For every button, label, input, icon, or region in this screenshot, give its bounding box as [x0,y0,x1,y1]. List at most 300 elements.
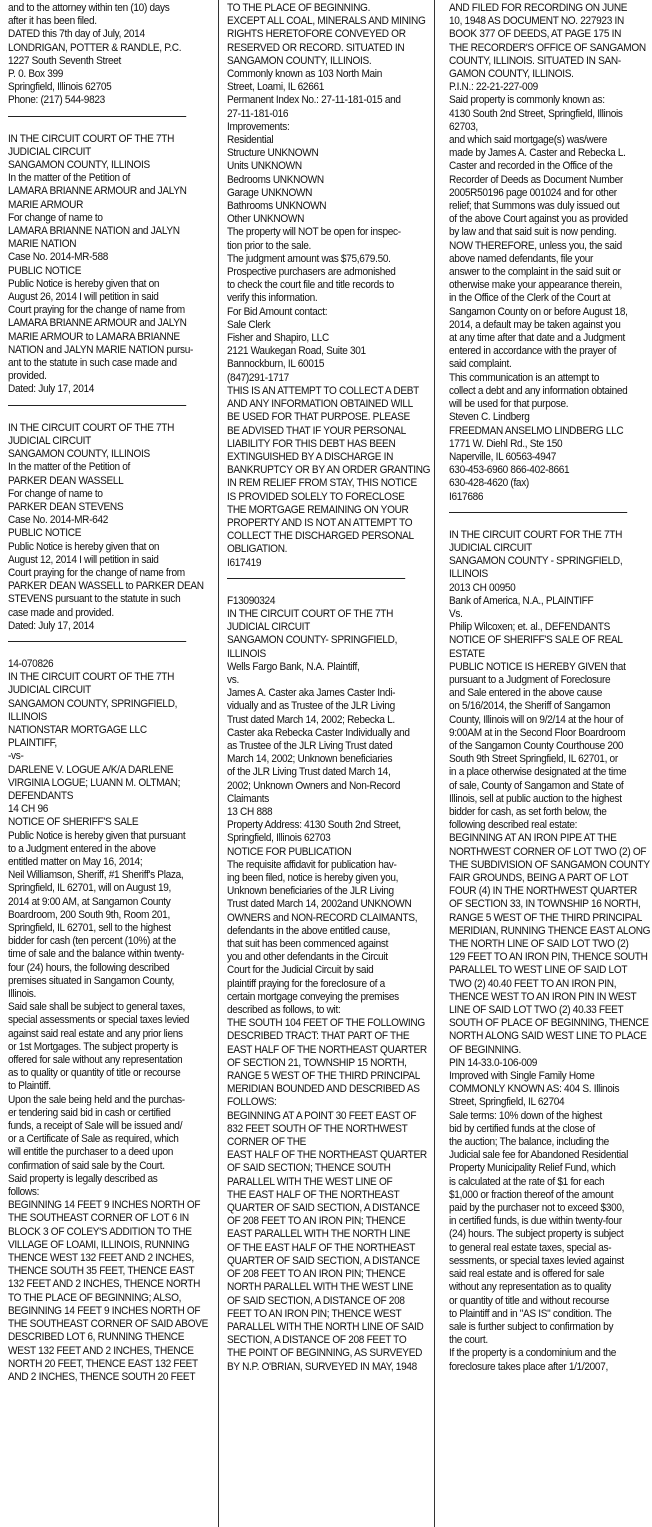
notice-text-line: The judgment amount was $75,679.50. [227,252,391,265]
notice-text-line: 832 FEET SOUTH OF THE NORTHWEST [227,1122,408,1135]
notice-text-line: BLOCK 3 OF COLEY'S ADDITION TO THE [8,1225,192,1238]
notice-text-line: NATION and JALYN MARIE NATION pursu- [8,343,194,356]
notice-text-line: Phone: (217) 544-9823 [8,94,105,107]
notice-text-line: IN REM RELIEF FROM STAY, THIS NOTICE [227,477,417,490]
notice-text-line: BEGINNING AT AN IRON PIPE AT THE [449,832,617,845]
notice-text-line: THE MORTGAGE REMAINING ON YOUR [227,503,409,516]
notice-text-line: bidder for cash, as set forth below, the [449,805,607,818]
notice-text-line: DESCRIBED TRACT: THAT PART OF THE [227,1030,410,1043]
notice-text-line: QUARTER OF SAID SECTION, A DISTANCE [227,1202,420,1215]
notice-text-line: NOTICE OF SHERIFF'S SALE [8,816,139,829]
notice-text-line: verify this information. [227,292,318,305]
notice-text-line: Springfield, IL 62701, sell to the highest [8,922,171,934]
notice-text-line: sale is further subject to confirmation by [449,1320,614,1333]
notice-text-line: er tendering said bid in cash or certified [8,1106,171,1119]
notice-text-line: Said property is commonly known as: [449,94,605,107]
notice-text-line: Public Notice is hereby given that pursuant [8,829,186,842]
notice-text-line: of the Sangamon County Courthouse 200 [449,739,624,752]
notice-text-line: SANGAMON COUNTY- SPRINGFIELD, [227,634,398,647]
notice-text-line: EAST HALF OF THE NORTHEAST QUARTER [227,1043,427,1056]
notice-text-line: BANKRUPTCY OR BY AN ORDER GRANTING [227,464,431,477]
notice-text-line: without any representation as to quality [449,1281,612,1294]
notice-text-line: paid by the purchaser not to exceed $300, [449,1202,625,1215]
notice-text-line: JUDICIAL CIRCUIT [449,541,532,554]
notice-text-line: said real estate and is offered for sale [449,1268,605,1281]
notice-text-line: Bank of America, N.A., PLAINTIFF [449,594,594,607]
notice-text-line: PIN 14-33.0-106-009 [449,1056,538,1069]
notice-text-line: Sangamon County on or before August 18, [449,305,628,318]
notice-text-line: or 1st Mortgages. The subject property is [8,1040,178,1053]
notice-text-line: JUDICIAL CIRCUIT [227,621,310,634]
notice-text-line: Illinois, sell at public auction to the highest [449,792,622,805]
notice-text-line: Fisher and Shapiro, LLC [227,332,329,345]
notice-text-line: Claimants [227,792,269,805]
notice-text-line: ant to the statute in such case made and [8,357,177,370]
column-divider [434,0,435,1527]
notice-text-line: Recorder of Deeds as Document Number [449,173,623,186]
notice-text-line: Philip Wilcoxen; et. al., DEFENDANTS [449,621,611,634]
notice-text-line: vidually and as Trustee of the JLR Living [227,700,395,713]
notice-text-line: SANGAMON COUNTY, SPRINGFIELD, [8,697,178,710]
notice-text-line: answer to the complaint in the said suit or [449,266,621,279]
notice-text-line: James A. Caster aka James Caster Indi- [227,687,396,700]
notice-text-line: DESCRIBED LOT 6, RUNNING THENCE [8,1331,185,1344]
legal-notice [8,133,208,397]
notice-text-line: County, Illinois will on 9/2/14 at the hour of [449,713,623,726]
notice-text-line: the court. [449,1334,488,1347]
notice-text-line: (24) hours. The subject property is subject [449,1228,624,1241]
notice-text-line: THE SUBDIVISION OF SANGAMON COUNTY [449,858,650,871]
notice-text-line: is calculated at the rate of $1 for each [449,1175,605,1188]
notice-text-line: against said real estate and any prior liens [8,1027,183,1040]
notice-text-line: relief; that Summons was duly issued out [449,200,620,213]
notice-text-line: NOW THEREFORE, unless you, the said [449,239,622,252]
notice-text-line: Improvements: [227,120,290,133]
notice-text-line: P.I.N.: 22-21-227-009 [449,81,538,94]
notice-text-line: 2014 at 9:00 AM, at Sangamon County [8,895,171,908]
notice-text-line: PUBLIC NOTICE [8,264,82,277]
notice-text-line: after it has been filed. [8,15,97,28]
notice-text-line: OF THE EAST HALF OF THE NORTHEAST [227,1241,416,1254]
notice-text-line: P. 0. Box 399 [8,68,64,81]
notice-text-line: funds, a receipt of Sale will be issued and/ [8,1120,183,1133]
notice-text-line: JUDICIAL CIRCUIT [8,145,91,158]
notice-text-line: MARIE ARMOUR [8,198,84,211]
notice-text-line: 14-070826 [8,657,54,670]
notice-text-line: ILLINOIS [8,710,47,723]
notice-text-line: BOOK 377 OF DEEDS, AT PAGE 175 IN [449,28,622,41]
notice-text-line: Trust dated March 14, 2002; Rebecka L. [227,713,395,726]
notice-text-line: 630-428-4620 (fax) [449,477,529,490]
notice-text-line: PARKER DEAN WASSELL to PARKER DEAN [8,580,204,593]
notice-text-line: MERIDIAN BOUNDED AND DESCRIBED AS [227,1083,420,1096]
notice-text-line: AND FILED FOR RECORDING ON JUNE [449,2,628,14]
notice-text-line: Sale terms: 10% down of the highest [449,1109,602,1122]
notice-text-line: PARALLEL TO WEST LINE OF SAID LOT [449,964,628,977]
notice-text-line: QUARTER OF SAID SECTION, A DISTANCE [227,1254,420,1267]
notice-text-line: Improved with Single Family Home [449,1070,595,1083]
notice-text-line: FREEDMAN ANSELMO LINDBERG LLC [449,424,624,437]
notice-text-line: SOUTH OF PLACE OF BEGINNING, THENCE [449,1017,649,1030]
notice-text-line: to a Judgment entered in the above [8,842,156,855]
notice-text-line: IN THE CIRCUIT COURT FOR THE 7TH [449,528,623,541]
notice-text-line: ILLINOIS [227,647,266,660]
notice-text-line: ILLINOIS [449,568,488,581]
notice-text-line: made by James A. Caster and Rebecka L. [449,147,626,160]
notice-text-line: follows: [8,1186,40,1199]
notice-text-line: ing been filed, notice is hereby given you, [227,872,399,884]
notice-separator-rule [8,116,186,117]
notice-text-line: Said sale shall be subject to general taxes, [8,1001,186,1014]
notice-text-line: RESERVED OR RECORD. SITUATED IN [227,41,405,54]
notice-text-line: NORTHWEST CORNER OF LOT TWO (2) OF [449,845,647,858]
notice-text-line: BY N.P. O'BRIAN, SURVEYED IN MAY, 1948 [227,1360,417,1373]
notice-text-line: Springfield, Illinois 62705 [8,81,112,94]
notice-separator-rule [449,512,627,513]
notice-text-line: special assessments or special taxes levied [8,1014,190,1027]
notice-text-line: Boardroom, 200 South 9th, Room 201, [8,908,170,921]
notice-text-line: and which said mortgage(s) was/were [449,134,607,147]
notice-text-line: 10, 1948 AS DOCUMENT NO. 227923 IN [449,15,624,28]
notice-text-line: or a Certificate of Sale as required, which [8,1133,179,1146]
notice-text-line: THE RECORDER'S OFFICE OF SANGAMON [449,41,646,54]
notice-text-line: August 26, 2014 I will petition in said [8,291,159,304]
legal-notice [449,528,651,1374]
notice-text-line: Street, Springfield, IL 62704 [449,1096,565,1109]
notice-text-line: Caster and recorded in the Office of the [449,160,613,173]
notice-text-line: DARLENE V. LOGUE A/K/A DARLENE [8,763,174,776]
legal-notice [227,594,427,1374]
notice-text-line: time of sale and the balance within twenty- [8,948,185,961]
notice-text-line: Neil Williamson, Sheriff, #1 Sheriff's Plaza, [8,869,184,882]
notice-text-line: Dated: July 17, 2014 [8,619,95,632]
notice-text-line: otherwise make your appearance therein, [449,279,622,292]
notice-text-line: at any time after that date and a Judgment [449,332,625,345]
notice-separator-rule [227,578,405,579]
notice-text-line: Springfield, Illinois 62703 [227,832,331,845]
notice-text-line: PLAINTIFF, [8,737,57,750]
notice-text-line: Permanent Index No.: 27-11-181-015 and [227,94,401,107]
notice-text-line: F13090324 [227,594,276,607]
notice-text-line: the auction; The balance, including the [449,1136,609,1149]
notice-text-line: described as follows, to wit: [227,1004,341,1017]
notice-text-line: NOTICE OF SHERIFF'S SALE OF REAL [449,634,623,647]
notice-text-line: Units UNKNOWN [227,160,302,173]
notice-text-line: Case No. 2014-MR-588 [8,251,109,264]
notice-text-line: of the JLR Living Trust dated March 14, [227,766,391,779]
notice-text-line: 62703, [449,120,478,133]
notice-text-line: said complaint. [449,358,512,371]
notice-text-line: DEFENDANTS [8,789,74,802]
notice-text-line: to Plaintiff. [8,1080,51,1093]
notice-text-line: LIABILITY FOR THIS DEBT HAS BEEN [227,437,396,450]
notice-text-line: PARKER DEAN STEVENS [8,500,124,513]
notice-text-line: tion prior to the sale. [227,239,311,252]
notice-text-line: FOLLOWS: [227,1096,277,1109]
notice-text-line: Unknown beneficiaries of the JLR Living [227,885,394,898]
notice-text-line: BEGINNING 14 FEET 9 INCHES NORTH OF [8,1304,201,1317]
notice-text-line: THENCE WEST TO AN IRON PIN IN WEST [449,990,637,1003]
notice-text-line: of the above Court against you as provided [449,213,628,226]
notice-text-line: Structure UNKNOWN [227,147,319,160]
notice-text-line: I617419 [227,556,262,569]
notice-text-line: 2005R50196 page 001024 and for other [449,186,617,199]
notice-text-line: THE SOUTHEAST CORNER OF LOT 6 IN [8,1212,189,1225]
legal-notice [8,422,208,633]
notice-text-line: Said property is legally described as [8,1172,158,1185]
notice-text-line: LAMARA BRIANNE NATION and JALYN [8,225,180,238]
notice-text-line: OF 208 FEET TO AN IRON PIN; THENCE [227,1215,406,1228]
notice-text-line: SANGAMON COUNTY, ILLINOIS. [227,54,372,67]
notice-text-line: Sale Clerk [227,318,271,331]
notice-text-line: THENCE WEST 132 FEET AND 2 INCHES, [8,1252,194,1265]
notice-text-line: FOUR (4) IN THE NORTHWEST QUARTER [449,885,638,898]
notice-text-line: COUNTY, ILLINOIS. SITUATED IN SAN- [449,54,621,67]
notice-text-line: foreclosure takes place after 1/1/2007, [449,1360,608,1373]
notice-text-line: ESTATE [449,647,485,660]
notice-text-line: you and other defendants in the Circuit [227,951,388,964]
notice-text-line: (847)291-1717 [227,371,289,384]
notice-text-line: NATIONSTAR MORTGAGE LLC [8,723,147,736]
notice-text-line: 14 CH 96 [8,803,49,816]
notice-text-line: AND ANY INFORMATION OBTAINED WILL [227,398,413,411]
notice-text-line: GAMON COUNTY, ILLINOIS. [449,68,574,81]
notice-text-line: case made and provided. [8,606,114,619]
notice-text-line: South 9th Street Springfield, IL 62701, or [449,753,618,766]
notice-text-line: IN THE CIRCUIT COURT OF THE 7TH [8,671,175,684]
column-2 [227,2,431,1374]
notice-text-line: Commonly known as 103 North Main [227,68,383,81]
notice-text-line: MARIE ARMOUR to LAMARA BRIANNE [8,330,180,343]
notice-text-line: to general real estate taxes, special as- [449,1241,612,1254]
notice-text-line: MERIDIAN, RUNNING THENCE EAST ALONG [449,924,651,937]
notice-text-line: collect a debt and any information obtained [449,384,628,397]
notice-text-line: defendants in the above entitled cause, [227,924,390,937]
notice-text-line: or quantity of title and without recourse [449,1294,610,1307]
notice-text-line: to Plaintiff and in "AS IS" condition. The [449,1307,612,1320]
notice-text-line: -vs- [8,750,24,763]
notice-text-line: Court for the Judicial Circuit by said [227,964,374,977]
notice-text-line: THE POINT OF BEGINNING, AS SURVEYED [227,1347,423,1360]
notice-text-line: on 5/16/2014, the Sheriff of Sangamon [449,700,611,713]
notice-text-line: THENCE SOUTH 35 FEET, THENCE EAST [8,1265,195,1278]
notice-text-line: For Bid Amount contact: [227,305,328,318]
notice-text-line: Court praying for the change of name from [8,566,185,579]
notice-text-line: LINE OF SAID LOT TWO (2) 40.33 FEET [449,1004,624,1017]
notice-text-line: BEGINNING AT A POINT 30 FEET EAST OF [227,1109,417,1122]
notice-text-line: THE NORTH LINE OF SAID LOT TWO (2) [449,938,629,951]
notice-text-line: OWNERS and NON-RECORD CLAIMANTS, [227,911,418,924]
notice-text-line: Dated: July 17, 2014 [8,383,95,396]
column-divider [218,0,219,1527]
notice-text-line: NORTH PARALLEL WITH THE WEST LINE [227,1281,413,1294]
notice-text-line: above named defendants, file your [449,252,594,265]
notice-text-line: AND 2 INCHES, THENCE SOUTH 20 FEET [8,1370,196,1383]
notice-text-line: Other UNKNOWN [227,213,305,226]
notice-text-line: 1227 South Seventh Street [8,54,122,67]
notice-text-line: PUBLIC NOTICE IS HEREBY GIVEN that [449,660,626,673]
notice-text-line: RANGE 5 WEST OF THE THIRD PRINCIPAL [449,911,643,924]
notice-text-line: 9:00AM at in the Second Floor Boardroom [449,726,626,739]
notice-text-line: TO THE PLACE OF BEGINNING; ALSO, [8,1291,182,1304]
notice-text-line: BE USED FOR THAT PURPOSE. PLEASE [227,411,410,424]
notice-text-line: confirmation of said sale by the Court. [8,1159,165,1172]
notice-text-line: Property Address: 4130 South 2nd Street, [227,819,401,832]
notice-text-line: IN THE CIRCUIT COURT OF THE 7TH [8,132,175,145]
notice-text-line: entitled matter on May 16, 2014; [8,855,143,868]
notice-text-line: Street, Loami, IL 62661 [227,81,325,94]
notice-text-line: as to quality or quantity of title or recourse [8,1067,181,1080]
notice-text-line: LAMARA BRIANNE ARMOUR and JALYN [8,317,187,330]
notice-text-line: BE ADVISED THAT IF YOUR PERSONAL [227,424,406,437]
notice-text-line: $1,000 or fraction thereof of the amount [449,1188,614,1201]
notice-text-line: Residential [227,134,274,147]
notice-text-line: pursuant to a Judgment of Foreclosure [449,673,611,686]
notice-text-line: RIGHTS HERETOFORE CONVEYED OR [227,28,406,41]
notice-text-line: SECTION, A DISTANCE OF 208 FEET TO [227,1334,407,1347]
notice-text-line: COLLECT THE DISCHARGED PERSONAL [227,530,414,543]
notice-text-line: IS PROVIDED SOLELY TO FORECLOSE [227,490,405,503]
notice-text-line: Trust dated March 14, 2002and UNKNOWN [227,898,412,911]
notice-text-line: provided. [8,370,47,383]
notice-text-line: SANGAMON COUNTY, ILLINOIS [8,159,150,172]
notice-text-line: IN THE CIRCUIT COURT OF THE 7TH [227,607,394,620]
notice-text-line: offered for sale without any representation [8,1054,183,1067]
notice-text-line: JUDICIAL CIRCUIT [8,684,91,697]
notice-text-line: FEET TO AN IRON PIN; THENCE WEST [227,1307,402,1320]
notice-text-line: 129 FEET TO AN IRON PIN, THENCE SOUTH [449,951,648,964]
notice-text-line: 630-453-6960 866-402-8661 [449,464,570,477]
notice-text-line: Wells Fargo Bank, N.A. Plaintiff, [227,660,360,673]
notice-text-line: 1771 W. Diehl Rd., Ste 150 [449,437,563,450]
notice-text-line: Public Notice is hereby given that on [8,540,160,553]
notice-text-line: Springfield, IL 62701, will on August 19, [8,882,172,895]
notice-text-line: In the matter of the Petition of [8,461,131,474]
notice-text-line: 2013 CH 00950 [449,581,516,594]
notice-text-line: Bedrooms UNKNOWN [227,173,324,186]
notice-text-line: THE EAST HALF OF THE NORTHEAST [227,1188,400,1201]
notice-text-line: PROPERTY AND IS NOT AN ATTEMPT TO [227,516,413,529]
notice-text-line: OF 208 FEET TO AN IRON PIN; THENCE [227,1268,406,1281]
notice-text-line: Prospective purchasers are admonished [227,266,396,279]
notice-text-line: OBLIGATION. [227,543,288,556]
notice-text-line: by law and that said suit is now pending. [449,226,617,239]
notice-separator-rule [8,641,186,642]
notice-text-line: 2121 Waukegan Road, Suite 301 [227,345,366,358]
notice-text-line: THIS IS AN ATTEMPT TO COLLECT A DEBT [227,384,419,397]
notice-text-line: 4130 South 2nd Street, Springfield, Illinois [449,107,623,120]
notice-text-line: TWO (2) 40.40 FEET TO AN IRON PIN, [449,977,617,990]
notice-text-line: EXTINGUISHED BY A DISCHARGE IN [227,450,394,463]
notice-text-line: Naperville, IL 60563-4947 [449,450,557,463]
notice-text-line: DATED this 7th day of July, 2014 [8,28,145,41]
notice-text-line: THE SOUTH 104 FEET OF THE FOLLOWING [227,1017,425,1030]
notice-text-line: CORNER OF THE [227,1136,307,1149]
notice-text-line: March 14, 2002; Unknown beneficiaries [227,753,393,766]
notice-text-line: NORTH ALONG SAID WEST LINE TO PLACE [449,1030,647,1043]
notice-text-line: EAST PARALLEL WITH THE NORTH LINE [227,1228,411,1241]
notice-text-line: OF SECTION 33, IN TOWNSHIP 16 NORTH, [449,898,641,911]
notice-text-line: Caster aka Rebecka Caster Individually and [227,726,410,739]
notice-text-line: in certified funds, is due within twenty-four [449,1215,622,1228]
notice-text-line: that suit has been commenced against [227,938,389,951]
notice-text-line: Illinois. [8,988,36,1001]
notice-text-line: SANGAMON COUNTY - SPRINGFIELD, [449,555,623,568]
notice-text-line: 13 CH 888 [227,805,273,818]
notice-text-line: PUBLIC NOTICE [8,527,82,540]
notice-text-line: I617686 [449,490,484,503]
notice-text-line: OF SECTION 21, TOWNSHIP 15 NORTH, [227,1056,407,1069]
notice-text-line: PARALLEL WITH THE NORTH LINE OF SAID [227,1320,424,1333]
notice-text-line: Upon the sale being held and the purchas- [8,1093,185,1106]
notice-text-line: WEST 132 FEET AND 2 INCHES, THENCE [8,1344,194,1357]
notice-text-line: will be used for that purpose. [449,398,569,411]
notice-text-line: LONDRIGAN, POTTER & RANDLE, P.C. [8,41,182,54]
notice-text-line: of sale, County of Sangamon and State of [449,779,624,792]
notice-text-line: In the matter of the Petition of [8,172,131,185]
notice-text-line: four (24) hours, the following described [8,961,170,974]
notice-text-line: Garage UNKNOWN [227,186,313,199]
notice-text-line: Court praying for the change of name from [8,304,185,317]
notice-text-line: bidder for cash (ten percent (10%) at the [8,935,176,948]
column-1 [8,2,208,1384]
notice-text-line: OF SAID SECTION; THENCE SOUTH [227,1162,391,1175]
notice-text-line: 2014, a default may be taken against you [449,318,621,331]
notice-text-line: THE SOUTHEAST CORNER OF SAID ABOVE [8,1318,209,1331]
notice-text-line: EAST HALF OF THE NORTHEAST QUARTER [227,1149,427,1162]
notice-text-line: JUDICIAL CIRCUIT [8,434,91,447]
notice-text-line: will entitle the purchaser to a deed upon [8,1146,174,1159]
notice-text-line: For change of name to [8,211,103,224]
notice-text-line: If the property is a condominium and the [449,1347,617,1360]
notice-text-line: PARALLEL WITH THE WEST LINE OF [227,1175,393,1188]
notice-text-line: COMMONLY KNOWN AS: 404 S. Illinois [449,1083,620,1096]
notice-text-line: to check the court file and title records to [227,279,394,292]
notice-text-line: Steven C. Lindberg [449,411,530,424]
legal-notice [8,658,208,1384]
notice-text-line: RANGE 5 WEST OF THE THIRD PRINCIPAL [227,1070,421,1083]
notice-text-line: sessments, or special taxes levied against [449,1254,624,1267]
notice-text-line: Case No. 2014-MR-642 [8,514,109,527]
notice-text-line: NOTICE FOR PUBLICATION [227,845,352,858]
notice-text-line: Judicial sale fee for Abandoned Residential [449,1149,629,1162]
notice-text-line: LAMARA BRIANNE ARMOUR and JALYN [8,185,187,198]
notice-text-line: Bathrooms UNKNOWN [227,200,327,213]
notice-text-line: VILLAGE OF LOAMI, ILLINOIS, RUNNING [8,1238,190,1251]
notice-text-line: EXCEPT ALL COAL, MINERALS AND MINING [227,15,426,28]
notice-text-line: August 12, 2014 I will petition in said [8,553,159,566]
legal-notice [8,2,208,108]
notice-text-line: FAIR GROUNDS, BEING A PART OF LOT [449,872,629,884]
notice-separator-rule [8,405,186,406]
notice-text-line: certain mortgage conveying the premises [227,990,399,1003]
notice-text-line: OF BEGINNING. [449,1043,521,1056]
notice-text-line: bid by certified funds at the close of [449,1122,595,1135]
notice-text-line: For change of name to [8,487,103,500]
notice-text-line: BEGINNING 14 FEET 9 INCHES NORTH OF [8,1199,201,1212]
notice-text-line: in a place otherwise designated at the time [449,766,627,779]
notice-text-line: 27-11-181-016 [227,107,289,120]
notice-text-line: and to the attorney within ten (10) days [8,2,170,14]
notice-text-line: and Sale entered in the above cause [449,687,602,700]
notice-text-line: VIRGINIA LOGUE; LUANN M. OLTMAN; [8,776,181,789]
notice-text-line: vs. [227,673,239,686]
notice-text-line: Property Municipality Relief Fund, which [449,1162,616,1175]
legal-notice [449,2,646,504]
notice-text-line: 2002; Unknown Owners and Non-Record [227,779,401,792]
notice-text-line: Bannockburn, IL 60015 [227,358,325,371]
notice-text-line: OF SAID SECTION, A DISTANCE OF 208 [227,1294,405,1307]
